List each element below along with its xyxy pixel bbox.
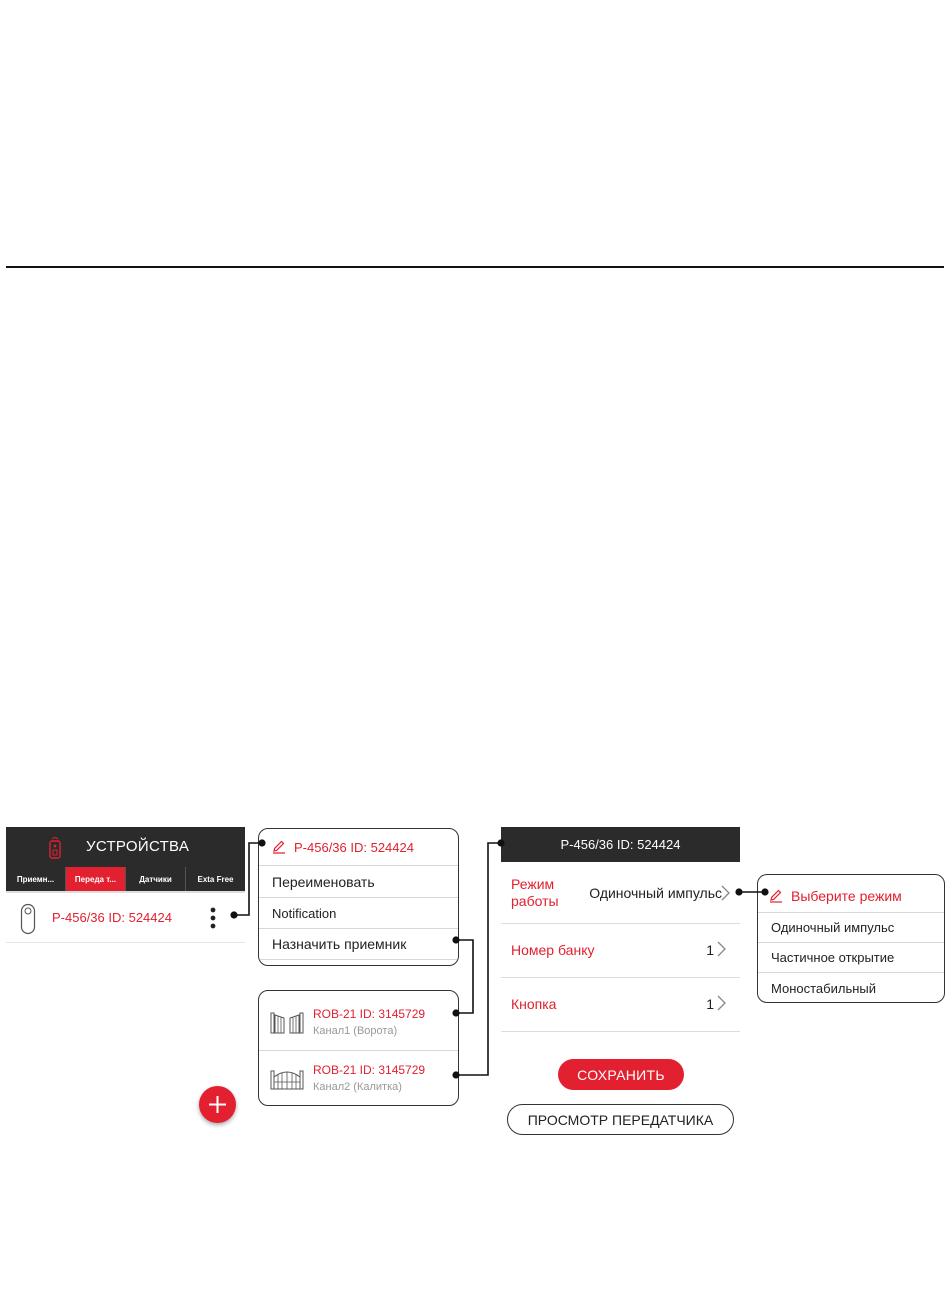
transmitter-header: P-456/36 ID: 524424 [501,827,740,862]
save-button[interactable]: СОХРАНИТЬ [558,1059,684,1090]
remote-control-icon [48,835,62,859]
wicket-gate-icon [270,1065,304,1091]
mode-select-title-text: Выберите режим [791,887,902,904]
plus-icon [208,1095,227,1114]
operation-mode-value: Одиночный импульс [589,885,722,901]
button-value: 1 [706,996,714,1012]
tab-receivers[interactable]: Приемн... [6,867,66,891]
list-item[interactable] [259,995,458,1051]
menu-item-rename[interactable]: Переименовать [259,866,458,898]
menu-item-notification[interactable]: Notification [259,898,458,929]
chevron-right-icon [721,885,730,901]
tab-transmitters[interactable]: Переда т... [66,867,126,891]
chevron-right-icon [717,995,726,1011]
connector-line [456,843,501,1075]
bank-number-label: Номер банку [511,942,595,958]
section-divider [6,266,944,268]
receiver-channel: Канал2 (Калитка) [313,1081,402,1093]
mode-option-monostable[interactable]: Моностабильный [771,980,877,996]
mode-select-menu [757,874,945,1003]
operation-mode-label: Режим работы [511,876,559,909]
mode-option-single-pulse[interactable]: Одиночный импульс [758,913,944,943]
key-fob-icon [20,903,36,935]
operation-mode-row[interactable] [501,862,740,924]
pencil-icon [272,840,286,854]
devices-header [6,827,245,867]
page-title: УСТРОЙСТВА [86,838,190,855]
add-device-button[interactable] [199,1086,236,1123]
mode-select-title [758,879,944,913]
tab-exta-free[interactable]: Exta Free [197,874,234,884]
bank-number-row[interactable] [501,924,740,978]
list-item[interactable] [259,1051,458,1106]
bank-number-value: 1 [706,942,714,958]
swing-gate-icon [270,1009,304,1035]
device-tabs [6,867,245,891]
device-name: P-456/36 ID: 524424 [52,910,172,925]
context-menu-title-text: P-456/36 ID: 524424 [294,839,414,855]
tab-sensors[interactable]: Датчики [126,867,186,891]
more-options-icon[interactable] [208,907,218,929]
view-transmitter-button[interactable]: ПРОСМОТР ПЕРЕДАТЧИКА [507,1104,734,1135]
receiver-channel: Канал1 (Ворота) [313,1025,398,1037]
device-context-menu [258,828,459,966]
menu-item-assign-receiver[interactable]: Назначить приемник [259,929,458,960]
list-item[interactable] [6,893,245,943]
receiver-name: ROB-21 ID: 3145729 [313,1007,426,1021]
receiver-name: ROB-21 ID: 3145729 [313,1063,426,1077]
context-menu-title [259,829,458,866]
chevron-right-icon [717,941,726,957]
mode-option-partial-open[interactable]: Частичное открытие [758,943,944,973]
receivers-list [258,990,459,1106]
pencil-icon [769,889,783,903]
button-row[interactable] [501,978,740,1032]
button-label: Кнопка [511,996,557,1012]
